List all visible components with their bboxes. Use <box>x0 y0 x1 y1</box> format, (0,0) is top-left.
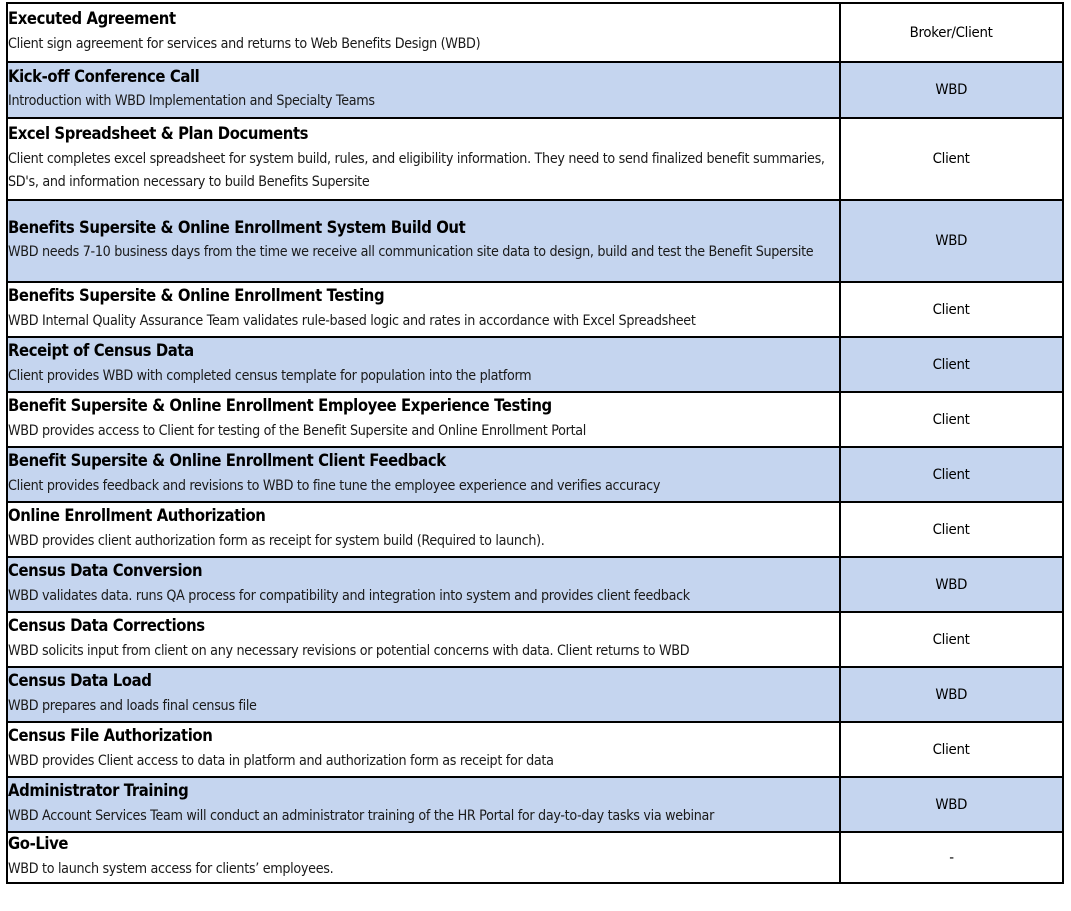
task-cell <box>7 282 840 337</box>
table-row <box>7 3 1063 62</box>
task-title: Receipt of Census Data <box>8 341 194 361</box>
task-description: WBD needs 7-10 business days from the time we receive all communication site data to design, build and test the Benefit Supersite <box>8 244 814 261</box>
table-row <box>7 392 1063 447</box>
task-description: WBD Account Services Team will conduct an administrator training of the HR Portal for day-to-day tasks via webinar <box>8 807 715 824</box>
owner-cell <box>840 3 1063 62</box>
table-row <box>7 447 1063 502</box>
task-description: Client completes excel spreadsheet for system build, rules, and eligibility information. They need to send finalized benefit summaries, SD's, and information necessary to build Benefits Supersite <box>8 151 825 190</box>
task-cell <box>7 118 840 200</box>
owner-cell <box>840 118 1063 200</box>
task-description: Client sign agreement for services and returns to Web Benefits Design (WBD) <box>8 35 481 52</box>
owner-cell <box>840 502 1063 557</box>
task-description: Introduction with WBD Implementation and Specialty Teams <box>8 93 375 110</box>
task-cell <box>7 200 840 282</box>
owner-cell <box>840 392 1063 447</box>
owner-cell <box>840 722 1063 777</box>
owner-label: Client <box>933 741 970 758</box>
task-description: WBD provides client authorization form as receipt for system build (Required to launch). <box>8 532 545 549</box>
owner-cell <box>840 557 1063 612</box>
task-title: Census Data Conversion <box>8 561 203 581</box>
owner-label: Client <box>933 301 970 318</box>
task-title: Online Enrollment Authorization <box>8 506 266 526</box>
table-row <box>7 282 1063 337</box>
table-row <box>7 777 1063 832</box>
task-title: Benefits Supersite & Online Enrollment System Build Out <box>8 217 466 237</box>
task-cell <box>7 667 840 722</box>
task-title: Go-Live <box>8 834 69 854</box>
owner-label: WBD <box>935 686 968 703</box>
task-title: Census Data Load <box>8 671 152 691</box>
owner-cell <box>840 447 1063 502</box>
task-cell <box>7 62 840 118</box>
task-cell <box>7 3 840 62</box>
owner-label: WBD <box>935 796 968 813</box>
task-cell <box>7 447 840 502</box>
task-title: Census File Authorization <box>8 726 213 746</box>
task-cell <box>7 392 840 447</box>
table-row <box>7 118 1063 200</box>
task-description: WBD prepares and loads final census file <box>8 697 257 714</box>
owner-label: Broker/Client <box>910 24 993 41</box>
owner-label: Client <box>933 411 970 428</box>
table-row <box>7 502 1063 557</box>
owner-cell <box>840 832 1063 883</box>
task-title: Excel Spreadsheet & Plan Documents <box>8 124 309 144</box>
task-description: WBD provides Client access to data in platform and authorization form as receipt for data <box>8 752 554 769</box>
table-row <box>7 62 1063 118</box>
table-row <box>7 612 1063 667</box>
task-description: Client provides feedback and revisions to WBD to fine tune the employee experience and verifies accuracy <box>8 477 661 494</box>
task-description: WBD to launch system access for clients’ employees. <box>8 860 334 877</box>
task-title: Benefit Supersite & Online Enrollment Client Feedback <box>8 451 446 471</box>
task-title: Benefits Supersite & Online Enrollment Testing <box>8 286 385 306</box>
table-row <box>7 667 1063 722</box>
owner-label: Client <box>933 151 970 167</box>
task-cell <box>7 337 840 392</box>
owner-label: WBD <box>935 82 968 98</box>
task-title: Census Data Corrections <box>8 616 205 636</box>
task-cell <box>7 502 840 557</box>
task-description: WBD provides access to Client for testing of the Benefit Supersite and Online Enrollment Portal <box>8 422 587 439</box>
table-row <box>7 337 1063 392</box>
task-description: WBD validates data. runs QA process for compatibility and integration into system and provides client feedback <box>8 587 690 604</box>
table-row <box>7 557 1063 612</box>
table-row <box>7 722 1063 777</box>
task-description: WBD Internal Quality Assurance Team validates rule-based logic and rates in accordance with Excel Spreadsheet <box>8 312 696 329</box>
task-cell <box>7 612 840 667</box>
owner-label: - <box>949 849 954 866</box>
owner-cell <box>840 777 1063 832</box>
task-description: WBD solicits input from client on any necessary revisions or potential concerns with data. Client returns to WBD <box>8 642 690 659</box>
task-title: Kick-off Conference Call <box>8 66 200 86</box>
owner-cell <box>840 337 1063 392</box>
table-row <box>7 200 1063 282</box>
task-description: Client provides WBD with completed census template for population into the platform <box>8 367 532 384</box>
owner-cell <box>840 200 1063 282</box>
task-title: Executed Agreement <box>8 9 176 29</box>
task-cell <box>7 557 840 612</box>
task-cell <box>7 777 840 832</box>
task-cell <box>7 832 840 883</box>
owner-label: Client <box>933 466 970 483</box>
owner-cell <box>840 612 1063 667</box>
owner-label: Client <box>933 631 970 648</box>
owner-label: WBD <box>935 233 968 249</box>
owner-label: Client <box>933 521 970 538</box>
owner-label: WBD <box>935 576 968 593</box>
task-title: Benefit Supersite & Online Enrollment Employee Experience Testing <box>8 396 552 416</box>
table-body <box>7 3 1063 883</box>
owner-cell <box>840 667 1063 722</box>
task-cell <box>7 722 840 777</box>
table-row <box>7 832 1063 883</box>
owner-label: Client <box>933 356 970 373</box>
owner-cell <box>840 282 1063 337</box>
task-title: Administrator Training <box>8 781 189 801</box>
owner-cell <box>840 62 1063 118</box>
implementation-timeline-table <box>6 2 1064 884</box>
